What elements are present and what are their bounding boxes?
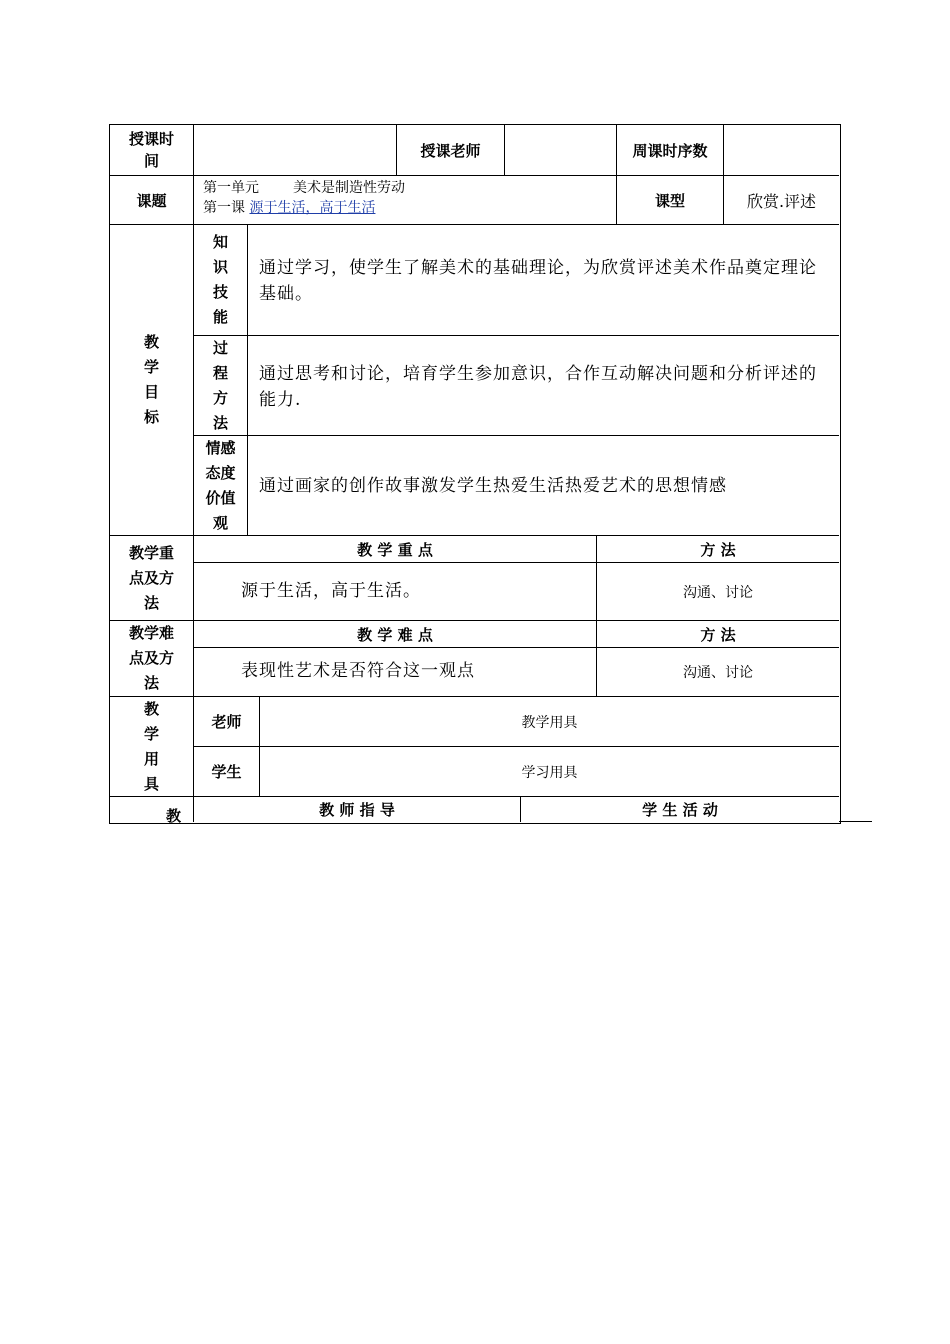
topic-label-text: 课题 <box>136 191 167 210</box>
difficult-points-method-header <box>597 621 839 647</box>
process-label-char: 过 <box>212 338 228 357</box>
unit-title: 美术是制造性劳动 <box>293 180 405 196</box>
difficult-points-label-line: 教学难 <box>128 624 174 642</box>
knowledge-label-char: 知 <box>212 233 228 251</box>
class-time-value[interactable] <box>194 125 396 175</box>
key-points-content: 源于生活，高于生活。 <box>241 581 421 601</box>
key-points-column-title: 教 学 重 点 <box>357 540 433 559</box>
lesson-prefix: 第一课 <box>203 200 245 216</box>
objectives-label-char: 标 <box>143 408 159 426</box>
weekly-sequence-label <box>617 125 723 175</box>
lesson-type-value-text: 欣赏.评述 <box>746 191 817 211</box>
knowledge-label-char: 技 <box>212 283 228 301</box>
tools-label-char: 具 <box>143 774 159 793</box>
student-activity-header <box>521 797 839 822</box>
student-tools-label <box>194 747 259 796</box>
difficult-points-column-title: 教 学 难 点 <box>357 625 433 644</box>
class-time-label-text: 授课时间 <box>128 130 174 170</box>
lesson-type-label <box>617 176 723 224</box>
difficult-points-label-line: 点及方 <box>128 649 174 667</box>
student-tools-value-text: 学习用具 <box>521 764 578 781</box>
teaching-tools-label <box>110 697 193 796</box>
weekly-sequence-label-text: 周课时序数 <box>632 141 708 160</box>
key-points-method-title: 方 法 <box>700 540 736 559</box>
table-border <box>193 435 839 436</box>
key-points-column-header <box>194 536 596 562</box>
teacher-tools-label-text: 老师 <box>211 713 242 731</box>
knowledge-skills-label <box>194 225 247 335</box>
key-points-label <box>110 536 193 620</box>
table-border <box>247 224 248 535</box>
emotion-label-line: 情感 <box>205 438 236 457</box>
knowledge-skills-text: 通过学习，使学生了解美术的基础理论，为欣赏评述美术作品奠定理论基础。 <box>259 258 817 304</box>
key-points-method-text: 沟通、讨论 <box>683 584 753 601</box>
process-method-text: 通过思考和讨论，培育学生参加意识，合作互动解决问题和分析评述的能力. <box>259 364 817 410</box>
difficult-points-column-header <box>194 621 596 647</box>
teacher-guidance-header <box>194 797 520 822</box>
teacher-tools-value-text: 教学用具 <box>521 714 578 731</box>
key-points-label-line: 教学重 <box>128 543 174 562</box>
class-time-label <box>110 125 193 175</box>
unit-line <box>203 178 613 198</box>
difficult-points-label-line: 法 <box>143 674 159 692</box>
emotion-label-line: 观 <box>212 513 228 532</box>
objectives-label <box>110 225 193 535</box>
tools-label-char: 用 <box>143 749 159 768</box>
difficult-points-label <box>110 621 193 696</box>
emotion-label-line: 价值 <box>205 488 236 507</box>
process-label-char: 法 <box>212 413 228 432</box>
topic-label <box>110 176 193 224</box>
weekly-sequence-value[interactable] <box>724 125 839 175</box>
teacher-label <box>397 125 504 175</box>
key-points-label-line: 点及方 <box>128 568 174 587</box>
difficult-points-method <box>597 648 839 696</box>
tools-label-char: 教 <box>143 699 159 718</box>
emotion-attitude-label <box>194 436 247 535</box>
teacher-tools-label <box>194 697 259 746</box>
teacher-guidance-title: 教 师 指 导 <box>319 801 395 819</box>
knowledge-label-char: 能 <box>212 308 228 326</box>
teacher-tools-value <box>260 697 839 746</box>
lesson-type-value <box>724 176 839 224</box>
lesson-title-link[interactable]: 源于生活，高于生活 <box>249 200 376 216</box>
difficult-points-method-text: 沟通、讨论 <box>683 665 753 681</box>
student-tools-value <box>260 747 839 796</box>
lesson-line <box>203 198 613 218</box>
process-label-text: 教 <box>165 806 181 825</box>
table-border <box>839 821 872 822</box>
process-method-label <box>194 336 247 435</box>
difficult-points-method-title: 方 法 <box>700 625 736 644</box>
key-points-label-line: 法 <box>143 593 159 612</box>
unit-prefix: 第一单元 <box>203 180 259 196</box>
teacher-value[interactable] <box>505 125 616 175</box>
objectives-label-char: 学 <box>143 358 159 376</box>
key-points-method <box>597 563 839 620</box>
process-label-char: 程 <box>212 363 228 382</box>
emotion-label-line: 态度 <box>205 463 236 482</box>
topic-content <box>203 178 613 218</box>
teacher-label-text: 授课老师 <box>420 141 481 160</box>
tools-label-char: 学 <box>143 724 159 743</box>
emotion-attitude-text: 通过画家的创作故事激发学生热爱生活热爱艺术的思想情感 <box>259 476 727 496</box>
student-activity-title: 学 生 活 动 <box>642 801 718 819</box>
process-label-char: 方 <box>212 388 228 407</box>
lesson-type-label-text: 课型 <box>654 191 685 210</box>
difficult-points-content: 表现性艺术是否符合这一观点 <box>241 661 475 681</box>
student-tools-label-text: 学生 <box>211 763 242 781</box>
knowledge-label-char: 识 <box>212 258 228 276</box>
table-border <box>193 335 839 336</box>
objectives-label-char: 教 <box>143 333 159 351</box>
key-points-method-header <box>597 536 839 562</box>
objectives-label-char: 目 <box>143 383 159 401</box>
